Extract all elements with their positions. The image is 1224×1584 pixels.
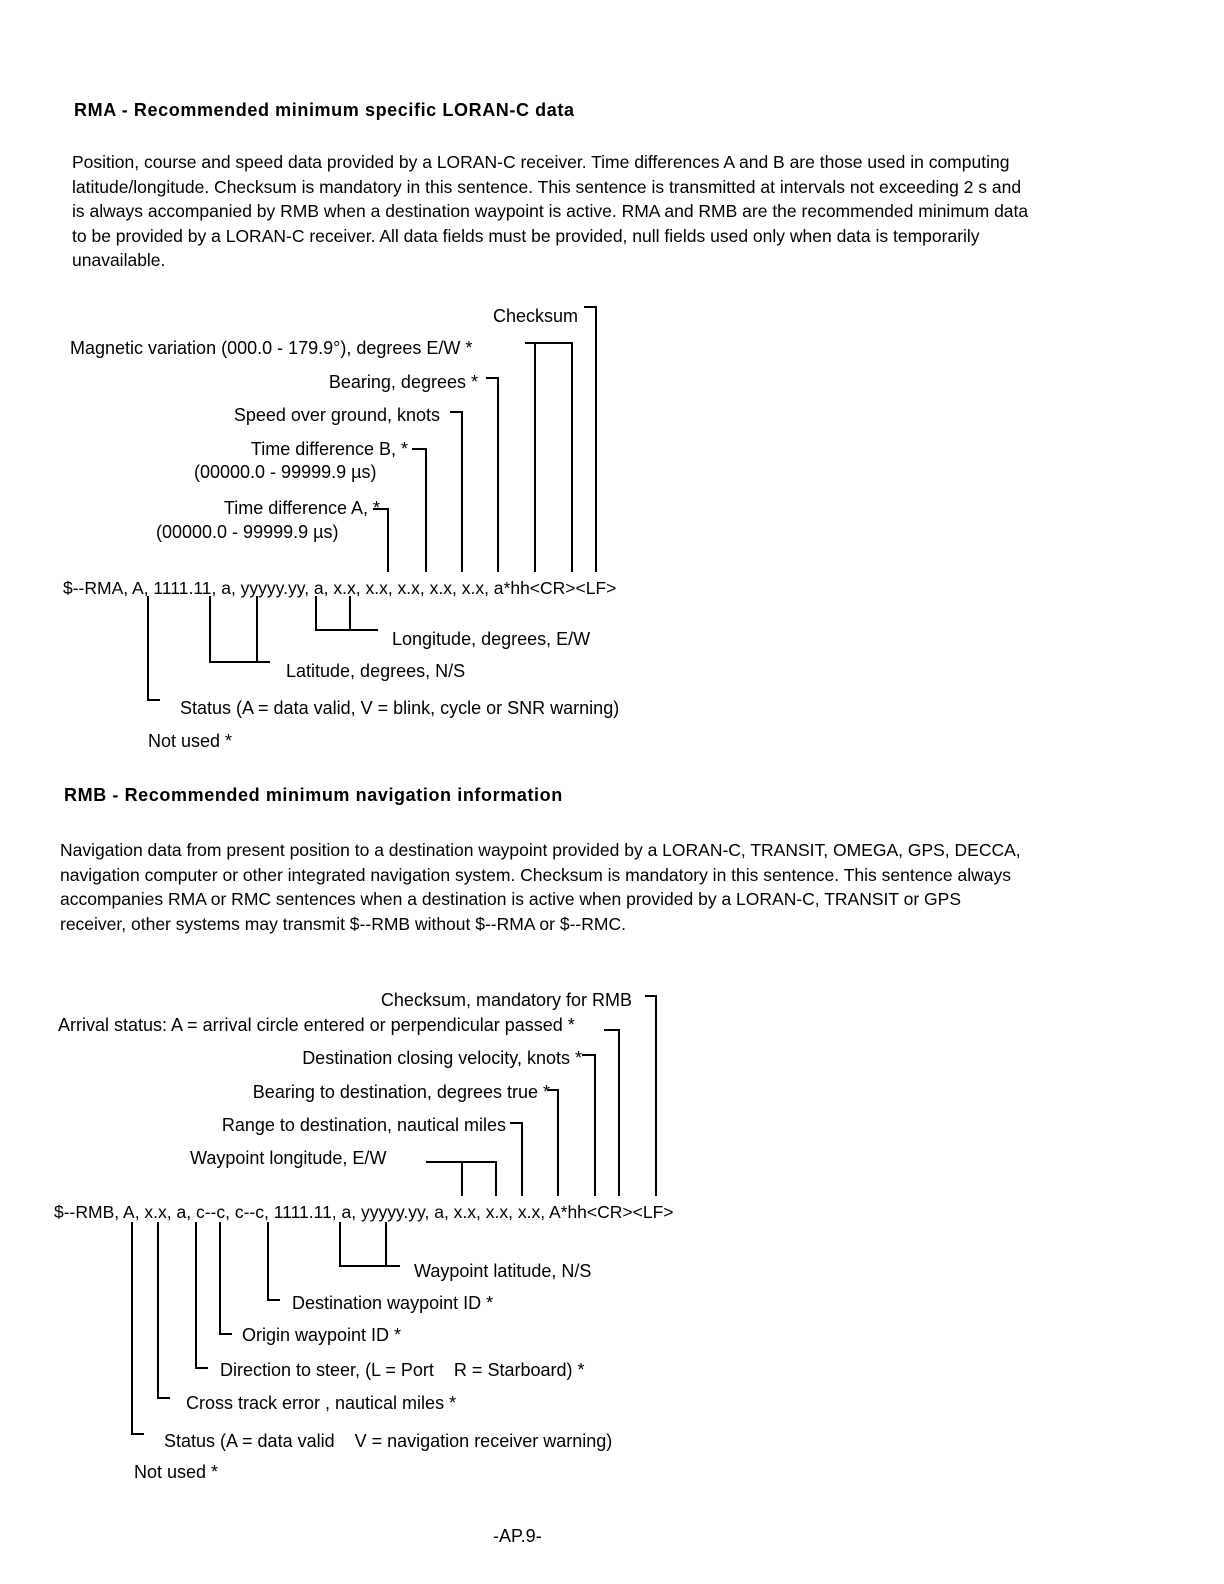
- rma-label-status: Status (A = data valid, V = blink, cycle or SNR warning): [180, 698, 620, 718]
- rmb-leader-steer: [196, 1222, 208, 1368]
- rmb-leader-closing: [582, 1055, 595, 1196]
- rmb-label-closing-velocity: Destination closing velocity, knots *: [302, 1048, 582, 1068]
- rmb-label-destination-id: Destination waypoint ID *: [292, 1293, 494, 1313]
- rmb-label-bearing: Bearing to destination, degrees true *: [252, 1082, 550, 1102]
- rmb-label-checksum: Checksum, mandatory for RMB: [380, 990, 632, 1010]
- rmb-leader-wp-lat: [340, 1222, 400, 1266]
- rmb-leader-status: [132, 1222, 144, 1434]
- rmb-label-origin-id: Origin waypoint ID *: [242, 1325, 402, 1345]
- rma-label-checksum: Checksum: [492, 306, 578, 326]
- rma-leader-status: [148, 596, 160, 700]
- rma-label-td-b: Time difference B, *: [250, 439, 408, 459]
- rmb-leader-range: [510, 1123, 522, 1196]
- rmb-heading: RMB - Recommended minimum navigation information: [64, 785, 563, 805]
- rmb-label-not-used: Not used *: [134, 1462, 219, 1482]
- rma-label-td-b-range: (00000.0 - 99999.9 µs): [194, 462, 377, 482]
- rma-label-bearing: Bearing, degrees *: [328, 372, 478, 392]
- rmb-leader-origin-id: [220, 1222, 232, 1334]
- rma-leader-td-a: [373, 509, 388, 572]
- rma-leader-td-b: [412, 449, 426, 572]
- rmb-description: Navigation data from present position to a destination waypoint provided by a LORAN-C, TRANSIT, OMEGA, GPS, DECCA, navigation computer or other integrated navigation system. Checksum is mandatory in this sentence. This sentence always accompanies RMA or RMC sentences when a destination is active when provided by a LORAN-C, TRANSIT or GPS receiver, other systems may transmit $--RMB without $--RMA or $--RMC.: [60, 840, 1021, 934]
- rma-heading: RMA - Recommended minimum specific LORAN-C data: [74, 100, 575, 120]
- rma-leader-checksum: [584, 307, 596, 572]
- rma-leader-bearing: [486, 378, 498, 572]
- rmb-label-direction-to-steer: Direction to steer, (L = Port R = Starboard) *: [220, 1360, 585, 1380]
- rma-leader-speed: [450, 412, 462, 572]
- rma-leader-magvar-1: [525, 343, 572, 572]
- rmb-label-status: Status (A = data valid V = navigation receiver warning): [164, 1431, 613, 1451]
- rmb-label-arrival-status: Arrival status: A = arrival circle entered or perpendicular passed *: [58, 1015, 575, 1035]
- rmb-label-waypoint-longitude: Waypoint longitude, E/W: [190, 1148, 387, 1168]
- rmb-sentence-format: $--RMB, A, x.x, a, c--c, c--c, 1111.11, a, yyyyy.yy, a, x.x, x.x, x.x, A*hh<CR><LF>: [54, 1202, 674, 1222]
- rmb-label-cross-track-error: Cross track error , nautical miles *: [186, 1393, 457, 1413]
- page-number: -AP.9-: [493, 1526, 542, 1546]
- rma-sentence-format: $--RMA, A, 1111.11, a, yyyyy.yy, a, x.x, x.x, x.x, x.x, x.x, a*hh<CR><LF>: [63, 578, 617, 598]
- rmb-leader-arrival: [604, 1030, 619, 1196]
- rmb-leader-dest-id: [268, 1222, 280, 1300]
- rma-leader-latitude: [210, 596, 270, 662]
- rmb-label-waypoint-latitude: Waypoint latitude, N/S: [414, 1261, 592, 1281]
- rma-label-longitude: Longitude, degrees, E/W: [392, 629, 591, 649]
- rma-label-latitude: Latitude, degrees, N/S: [286, 661, 466, 681]
- rmb-leader-xte: [158, 1222, 170, 1398]
- rma-label-magnetic-variation: Magnetic variation (000.0 - 179.9°), degrees E/W *: [70, 338, 473, 358]
- rmb-label-range: Range to destination, nautical miles: [221, 1115, 506, 1135]
- rma-label-not-used: Not used *: [148, 731, 233, 751]
- rma-label-td-a: Time difference A, *: [223, 498, 380, 518]
- rma-description: Position, course and speed data provided by a LORAN-C receiver. Time differences A and B are those used in computing latitude/longitude. Checksum is mandatory in this sentence. This sentence is transmitted at intervals not exceeding 2 s and is always accompanied by RMB when a destination waypoint is active. RMA and RMB are the recommended minimum data to be provided by a LORAN-C receiver. All data fields must be provided, null fields used only when data is temporarily unavailable.: [72, 152, 1029, 270]
- rmb-leader-bearing: [548, 1090, 558, 1196]
- rma-leader-longitude: [316, 596, 378, 630]
- rma-label-speed: Speed over ground, knots: [233, 405, 440, 425]
- rmb-leader-checksum: [645, 996, 656, 1196]
- rma-label-td-a-range: (00000.0 - 99999.9 µs): [156, 522, 339, 542]
